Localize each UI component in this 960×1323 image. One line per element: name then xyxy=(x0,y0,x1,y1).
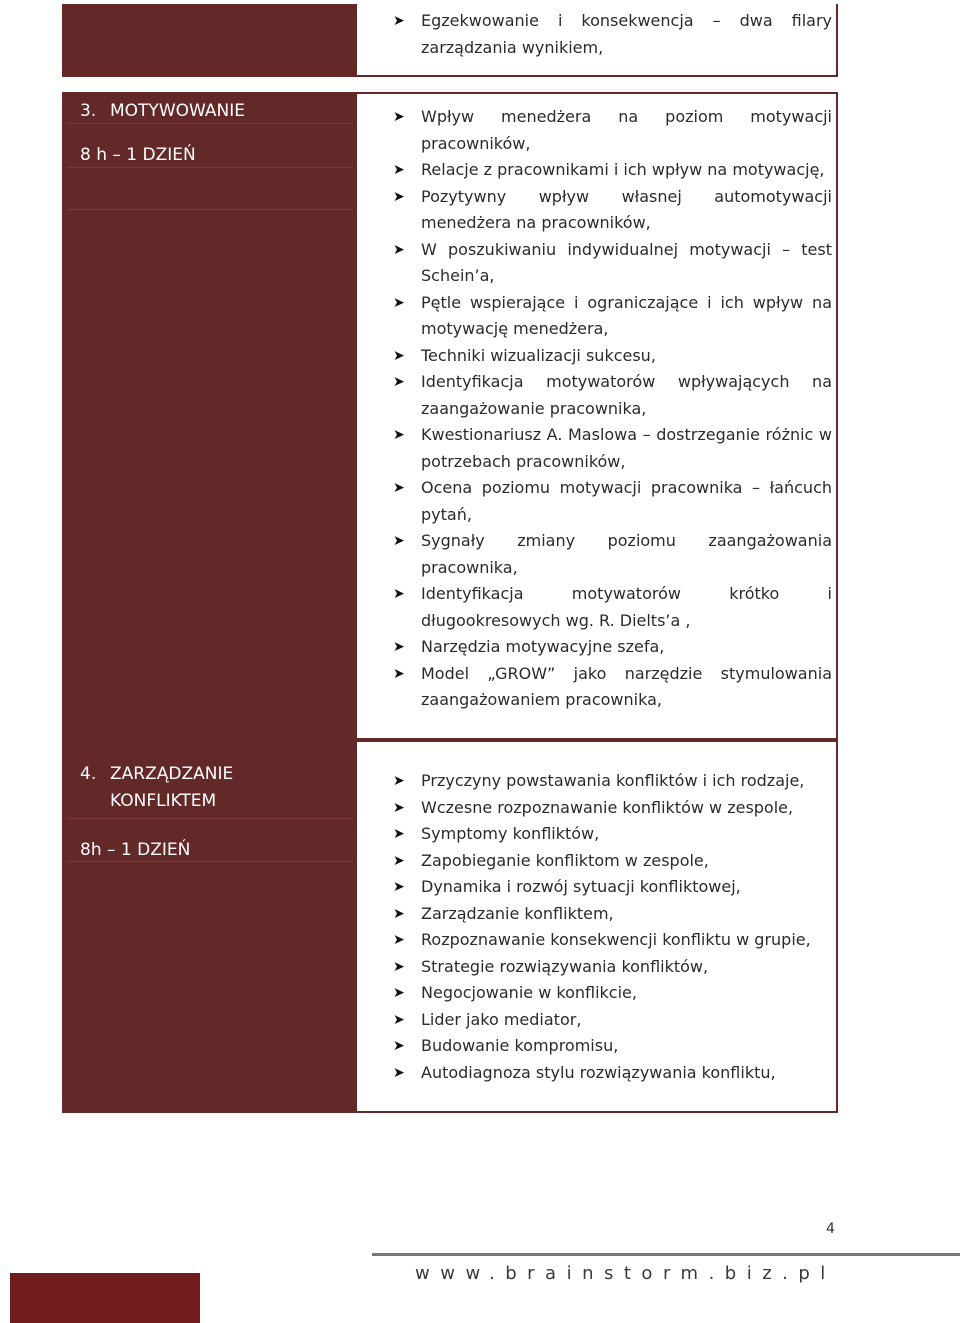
topic-list xyxy=(393,768,832,1086)
section-duration: 8 h – 1 DZIEŃ xyxy=(80,145,196,165)
table-row-konflikty xyxy=(62,740,838,1113)
arrowhead-bullet-icon: ➤ xyxy=(393,958,405,975)
list-item: ➤ Zarządzanie konfliktem, xyxy=(393,901,832,928)
arrowhead-bullet-icon: ➤ xyxy=(393,109,405,125)
list-item: ➤ Budowanie kompromisu, xyxy=(393,1033,832,1060)
arrowhead-bullet-icon: ➤ xyxy=(393,773,405,789)
section-content-cell xyxy=(357,4,838,77)
arrowhead-bullet-icon: ➤ xyxy=(393,1038,405,1054)
list-item: ➤ Przyczyny powstawania konfliktów i ich rodzaje, xyxy=(393,768,832,795)
section-title-line2: KONFLIKTEM xyxy=(110,791,217,811)
list-item: ➤ Negocjowanie w konflikcie, xyxy=(393,980,832,1007)
arrowhead-bullet-icon: ➤ xyxy=(393,905,405,922)
arrowhead-bullet-icon: ➤ xyxy=(393,665,405,682)
divider xyxy=(66,209,353,210)
arrowhead-bullet-icon: ➤ xyxy=(393,1011,405,1028)
list-item: ➤ Symptomy konfliktów, xyxy=(393,821,832,848)
arrowhead-bullet-icon: ➤ xyxy=(393,427,405,443)
section-title: 4. ZARZĄDZANIE xyxy=(80,761,233,788)
topic-list xyxy=(393,8,832,61)
list-item: ➤ Narzędzia motywacyjne szefa, xyxy=(393,634,832,661)
list-item: ➤ Sygnały zmiany poziomu zaangażowania pracownika, xyxy=(393,528,832,581)
list-item: ➤ Pętle wspierające i ograniczające i ich wpływ na motywację menedżera, xyxy=(393,290,832,343)
arrowhead-bullet-icon: ➤ xyxy=(393,480,405,496)
list-item: ➤ Dynamika i rozwój sytuacji konfliktowej, xyxy=(393,874,832,901)
list-item: ➤ Strategie rozwiązywania konfliktów, xyxy=(393,954,832,981)
section-number: 4. xyxy=(80,764,97,784)
divider xyxy=(66,861,353,862)
arrowhead-bullet-icon: ➤ xyxy=(393,932,405,948)
list-item: ➤ Rozpoznawanie konsekwencji konfliktu w grupie, xyxy=(393,927,832,954)
divider xyxy=(66,818,353,819)
section-label-cell xyxy=(62,740,357,1113)
list-item: ➤ Zapobieganie konfliktom w zespole, xyxy=(393,848,832,875)
list-item: ➤ Identyfikacja motywatorów wpływających na zaangażowanie pracownika, xyxy=(393,369,832,422)
list-item: ➤ Autodiagnoza stylu rozwiązywania konfliktu, xyxy=(393,1060,832,1087)
section-label-cell xyxy=(62,4,357,77)
arrowhead-bullet-icon: ➤ xyxy=(393,586,405,602)
arrowhead-bullet-icon: ➤ xyxy=(393,533,405,549)
arrowhead-bullet-icon: ➤ xyxy=(393,852,405,869)
list-item: ➤ W poszukiwaniu indywidualnej motywacji – test Schein’a, xyxy=(393,237,832,290)
list-item: ➤ Techniki wizualizacji sukcesu, xyxy=(393,343,832,370)
arrowhead-bullet-icon: ➤ xyxy=(393,374,405,390)
list-item: ➤ Wczesne rozpoznawanie konfliktów w zespole, xyxy=(393,795,832,822)
topic-list xyxy=(393,104,832,714)
arrowhead-bullet-icon: ➤ xyxy=(393,879,405,895)
arrowhead-bullet-icon: ➤ xyxy=(393,799,405,816)
arrowhead-bullet-icon: ➤ xyxy=(393,241,405,258)
table-row-continued xyxy=(62,4,838,77)
arrowhead-bullet-icon: ➤ xyxy=(393,347,405,364)
page-number: 4 xyxy=(826,1221,835,1237)
arrowhead-bullet-icon: ➤ xyxy=(393,1064,405,1081)
list-item: ➤ Pozytywny wpływ własnej automotywacji menedżera na pracowników, xyxy=(393,184,832,237)
arrowhead-bullet-icon: ➤ xyxy=(393,826,405,842)
section-number: 3. xyxy=(80,101,97,121)
section-label-cell xyxy=(62,92,357,740)
arrowhead-bullet-icon: ➤ xyxy=(393,985,405,1001)
divider xyxy=(66,167,353,168)
section-duration: 8h – 1 DZIEŃ xyxy=(80,840,191,860)
section-content-cell xyxy=(357,92,838,740)
list-item: ➤ Ocena poziomu motywacji pracownika – łańcuch pytań, xyxy=(393,475,832,528)
list-item: ➤ Lider jako mediator, xyxy=(393,1007,832,1034)
footer-divider xyxy=(372,1253,960,1256)
arrowhead-bullet-icon: ➤ xyxy=(393,162,405,178)
list-item: ➤ Relacje z pracownikami i ich wpływ na motywację, xyxy=(393,157,832,184)
arrowhead-bullet-icon: ➤ xyxy=(393,294,405,311)
list-item: ➤ Kwestionariusz A. Maslowa – dostrzeganie różnic w potrzebach pracowników, xyxy=(393,422,832,475)
section-content-cell xyxy=(357,740,838,1113)
list-item: ➤ Egzekwowanie i konsekwencja – dwa filary zarządzania wynikiem, xyxy=(393,8,832,61)
arrowhead-bullet-icon: ➤ xyxy=(393,639,405,655)
table-row-motywowanie xyxy=(62,92,838,740)
arrowhead-bullet-icon: ➤ xyxy=(393,13,405,29)
section-title: 3. MOTYWOWANIE xyxy=(80,98,245,125)
list-item: ➤ Wpływ menedżera na poziom motywacji pracowników, xyxy=(393,104,832,157)
divider xyxy=(66,123,353,124)
footer-brand-block xyxy=(10,1273,200,1323)
list-item: ➤ Identyfikacja motywatorów krótko i długookresowych wg. R. Dielts’a , xyxy=(393,581,832,634)
arrowhead-bullet-icon: ➤ xyxy=(393,188,405,205)
footer-url: www.brainstorm.biz.pl xyxy=(415,1263,836,1284)
list-item: ➤ Model „GROW” jako narzędzie stymulowania zaangażowaniem pracownika, xyxy=(393,661,832,714)
